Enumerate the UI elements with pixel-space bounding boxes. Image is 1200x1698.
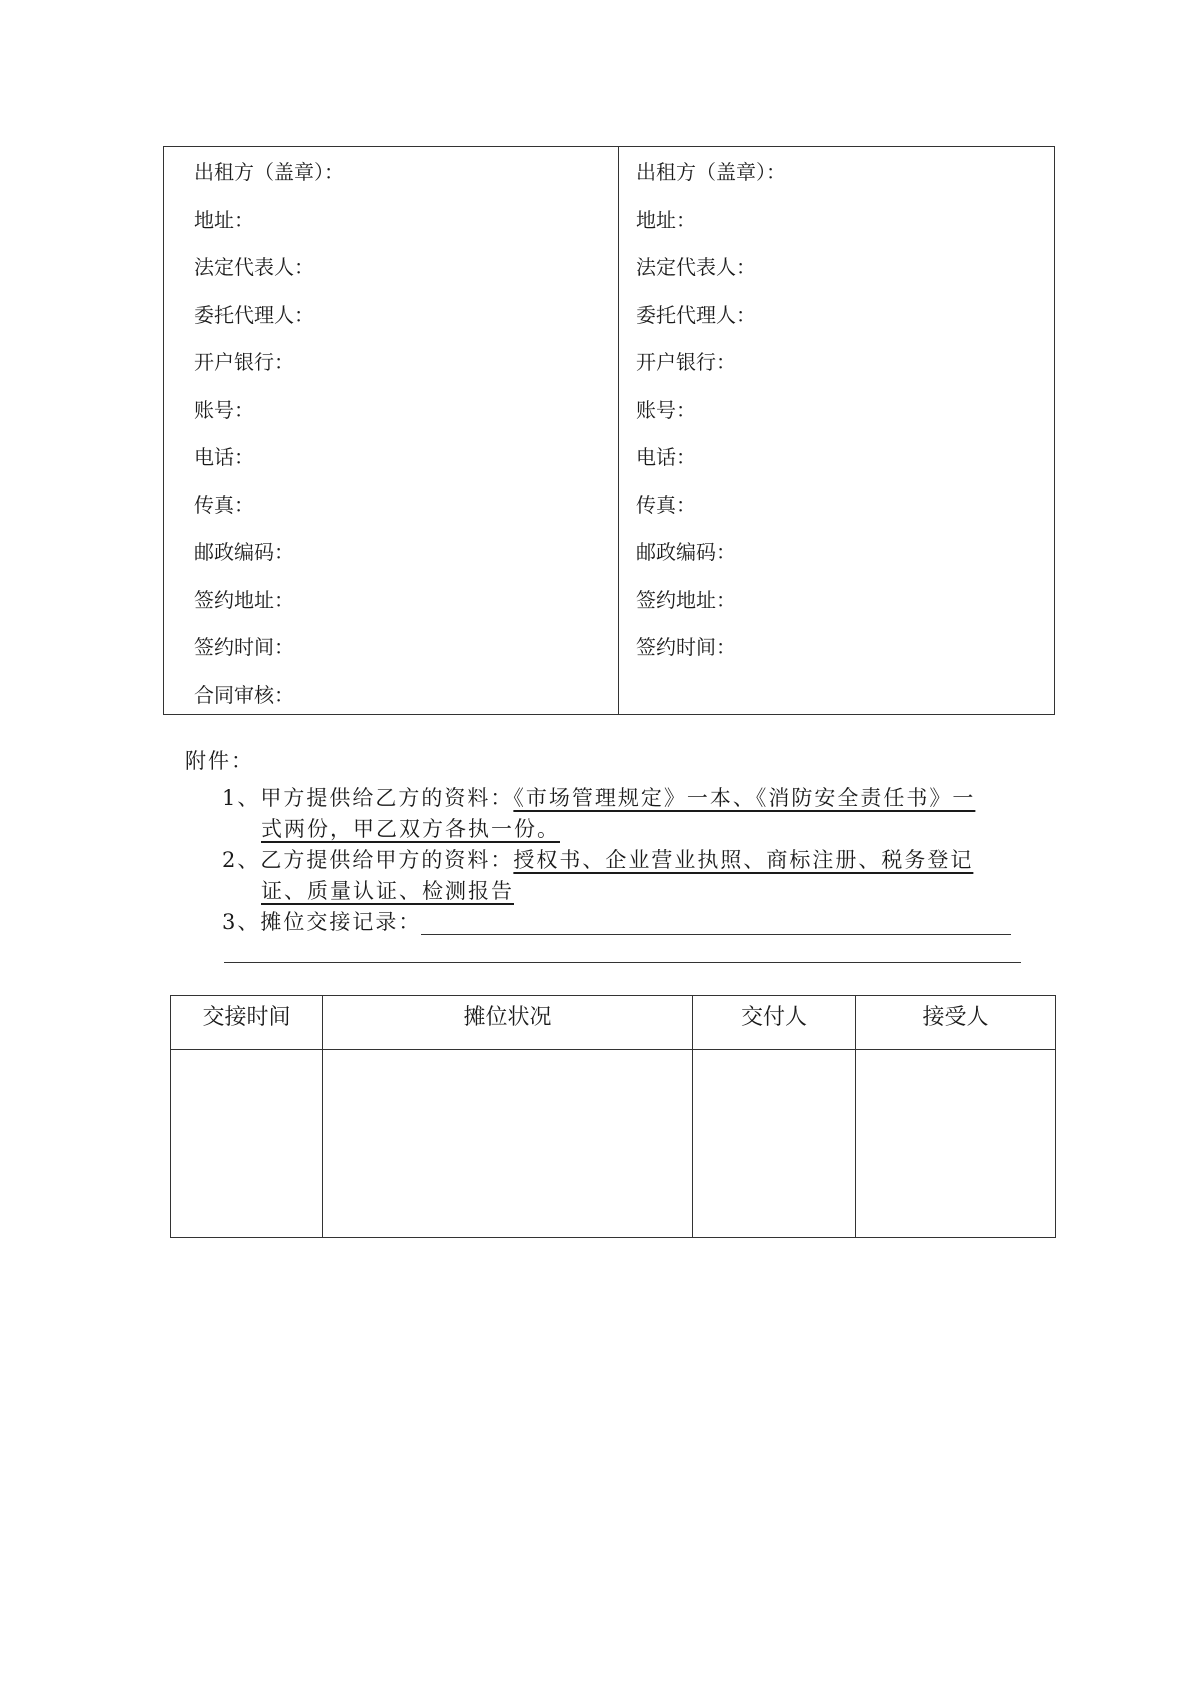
field-legal-representative: 法定代表人：	[194, 255, 314, 279]
field-lessor-seal: 出租方（盖章）：	[636, 160, 786, 184]
party-info-table	[163, 146, 1055, 715]
header-receiver: 接受人	[856, 996, 1056, 1050]
field-authorized-agent: 委托代理人：	[194, 302, 314, 327]
lessor-column-right	[619, 147, 1054, 714]
attachment-item-3	[185, 907, 1025, 938]
field-lessor-seal: 出租方（盖章）：	[194, 160, 344, 184]
field-account: 账号：	[636, 397, 696, 422]
attachment-item-2-continuation: 证、质量认证、检测报告	[261, 879, 514, 903]
attachment-item-1-text: 《市场管理规定》一本、《消防安全责任书》一	[513, 786, 976, 810]
cell-receiver	[856, 1050, 1056, 1238]
header-stall-condition: 摊位状况	[323, 996, 693, 1050]
field-fax: 传真：	[636, 492, 696, 517]
handover-record-table	[170, 995, 1056, 1238]
handover-table-header	[171, 996, 1056, 1050]
attachment-item-3-prefix: 3、摊位交接记录：	[222, 910, 422, 934]
attachment-item-1-prefix: 1、甲方提供给乙方的资料：	[222, 786, 514, 810]
attachment-item-2-continuation-line	[185, 876, 1025, 907]
field-signing-time: 签约时间：	[194, 635, 294, 659]
attachments-section	[185, 747, 1025, 938]
field-postcode: 邮政编码：	[636, 540, 736, 564]
attachment-item-1-continuation: 式两份，甲乙双方各执一份。	[261, 817, 560, 841]
lessor-column-left	[164, 147, 619, 714]
cell-deliverer	[693, 1050, 856, 1238]
cell-stall-condition	[323, 1050, 693, 1238]
cell-handover-time	[171, 1050, 323, 1238]
header-handover-time: 交接时间	[171, 996, 323, 1050]
handover-record-second-line	[224, 962, 1021, 963]
field-fax: 传真：	[194, 492, 254, 517]
attachment-item-2	[185, 845, 1025, 876]
field-phone: 电话：	[194, 445, 254, 469]
attachments-title: 附件：	[185, 749, 254, 773]
attachment-item-1-continuation-line	[185, 814, 1025, 845]
field-address: 地址：	[194, 207, 254, 232]
handover-record-fill-line	[421, 910, 1011, 935]
header-deliverer: 交付人	[693, 996, 856, 1050]
field-bank: 开户银行：	[194, 350, 294, 374]
attachment-item-2-text: 授权书、企业营业执照、商标注册、税务登记	[513, 848, 974, 872]
attachment-item-2-prefix: 2、乙方提供给甲方的资料：	[222, 848, 514, 872]
field-phone: 电话：	[636, 445, 696, 469]
table-row	[171, 1050, 1056, 1238]
attachment-item-1	[185, 783, 1025, 814]
field-legal-representative: 法定代表人：	[636, 255, 756, 279]
field-contract-review: 合同审核：	[194, 682, 294, 707]
field-signing-time: 签约时间：	[636, 635, 736, 659]
field-signing-place: 签约地址：	[636, 587, 736, 612]
field-account: 账号：	[194, 397, 254, 422]
field-signing-place: 签约地址：	[194, 587, 294, 612]
field-address: 地址：	[636, 207, 696, 232]
field-postcode: 邮政编码：	[194, 540, 294, 564]
field-authorized-agent: 委托代理人：	[636, 302, 756, 327]
field-bank: 开户银行：	[636, 350, 736, 374]
